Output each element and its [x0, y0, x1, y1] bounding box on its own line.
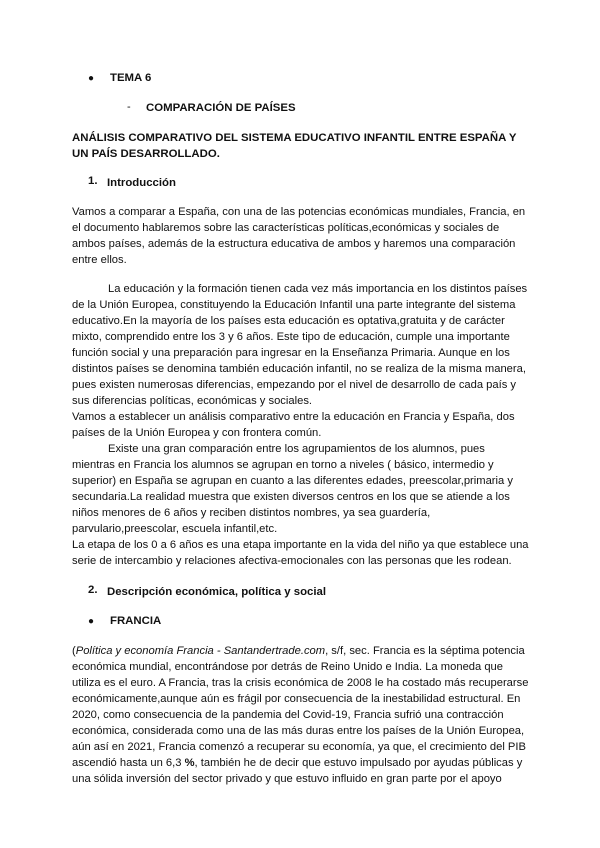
- body-line: sus diferencias políticas, económicas y sociales.: [72, 395, 313, 407]
- body-line: de la Unión Europea, constituyendo la Educación Infantil una parte integrante del sistema: [72, 299, 516, 311]
- subtitle: COMPARACIÓN DE PAÍSES: [146, 102, 296, 114]
- percent-sign: %: [184, 757, 195, 769]
- intro-line: el documento hablaremos sobre las características políticas,económicas y sociales de: [72, 222, 500, 234]
- intro-line: Vamos a comparar a España, con una de las potencias económicas mundiales, Francia, en: [72, 206, 526, 218]
- section-2-title: Descripción económica, política y social: [107, 586, 327, 598]
- francia-heading: FRANCIA: [110, 615, 162, 627]
- bullet-icon: ●: [88, 616, 95, 627]
- francia-citation-line: [72, 643, 525, 659]
- francia-line: aún así en 2021, Francia comenzó a recuperar su economía, ya que, el crecimiento del PIB: [72, 741, 526, 753]
- body-line: serie de intercambio y relaciones afectiva-emocionales con las personas que les rodean.: [72, 555, 512, 567]
- body-line: distintos países se denomina también educación infantil, no se realiza de la misma manera,: [72, 363, 526, 375]
- citation-source: Política y economía Francia - Santandertrade.com: [75, 645, 326, 657]
- citation-rest: , s/f, sec. Francia es la séptima potencia: [325, 645, 525, 657]
- intro-line: ambos países, además de la estructura educativa de ambos y haremos una comparación: [72, 238, 516, 250]
- citation-open: (: [72, 645, 76, 657]
- francia-line-before: ascendió hasta un 6,3: [72, 757, 185, 769]
- francia-line: económica mundial, encontrándose por detrás de Reino Unido e India. La moneda que: [72, 661, 504, 673]
- francia-line: [72, 755, 522, 771]
- francia-line: una sólida inversión del sector privado y que estuvo influido en gran parte por el apoyo: [72, 773, 502, 785]
- body-line: pues existen numerosas diferencias, empezando por el nivel de desarrollo de cada país y: [72, 379, 517, 391]
- tema-heading: TEMA 6: [110, 72, 152, 84]
- francia-line: 2020, como consecuencia de la pandemia del Covid-19, Francia sufrió una contracción: [72, 709, 504, 721]
- body-line: La educación y la formación tienen cada vez más importancia en los distintos países: [108, 283, 528, 295]
- bullet-icon: ●: [88, 73, 95, 84]
- body-line: niños menores de 6 años y reciben distintos nombres, ya sea guardería,: [72, 507, 431, 519]
- body-line: países de la Unión Europea y con frontera común.: [72, 427, 322, 439]
- francia-line: económicamente,aunque aún es frágil por consecuencia de la inestabilidad estructural. En: [72, 693, 521, 705]
- body-line: Vamos a establecer un análisis comparativo entre la educación en Francia y España, dos: [72, 411, 515, 423]
- body-line: parvulario,preescolar, escuela infantil,etc.: [72, 523, 278, 535]
- section-1-title: Introducción: [107, 177, 176, 189]
- francia-line: utiliza es el euro. A Francia, tras la crisis económica de 2008 le ha costado más recuperarse: [72, 677, 529, 689]
- section-2-number: 2.: [88, 584, 98, 596]
- body-line: secundaria.La realidad muestra que existen diversos centros en los que se atiende a los: [72, 491, 510, 503]
- body-line: La etapa de los 0 a 6 años es una etapa importante en la vida del niño ya que establece una: [72, 539, 529, 551]
- main-title-line-2: UN PAÍS DESARROLLADO.: [72, 148, 220, 160]
- section-1-number: 1.: [88, 175, 98, 187]
- body-line: Existe una gran comparación entre los agrupamientos de los alumnos, pues: [108, 443, 485, 455]
- body-line: superior) en España se agrupan en cuanto a las diferentes edades, preescolar,primaria y: [72, 475, 513, 487]
- body-line: mixto, comprendido entre los 3 y 6 años. Este tipo de educación, cumple una importante: [72, 331, 510, 343]
- dash-icon: -: [127, 101, 131, 113]
- body-line: función social y una preparación para ingresar en la Enseñanza Primaria. Aunque en los: [72, 347, 510, 359]
- body-line: mientras en Francia los alumnos se agrupan en torno a niveles ( básico, intermedio y: [72, 459, 494, 471]
- francia-line: económica, considerada como una de las más duras entre los países de la Unión Europea,: [72, 725, 525, 737]
- francia-line-after: , también he de decir que estuvo impulsado por ayudas públicas y: [194, 757, 523, 769]
- body-line: educativo.En la mayoría de los países esta educación es optativa,gratuita y de carácter: [72, 315, 505, 327]
- main-title-line-1: ANÁLISIS COMPARATIVO DEL SISTEMA EDUCATIVO INFANTIL ENTRE ESPAÑA Y: [72, 132, 517, 144]
- intro-line: entre ellos.: [72, 254, 127, 266]
